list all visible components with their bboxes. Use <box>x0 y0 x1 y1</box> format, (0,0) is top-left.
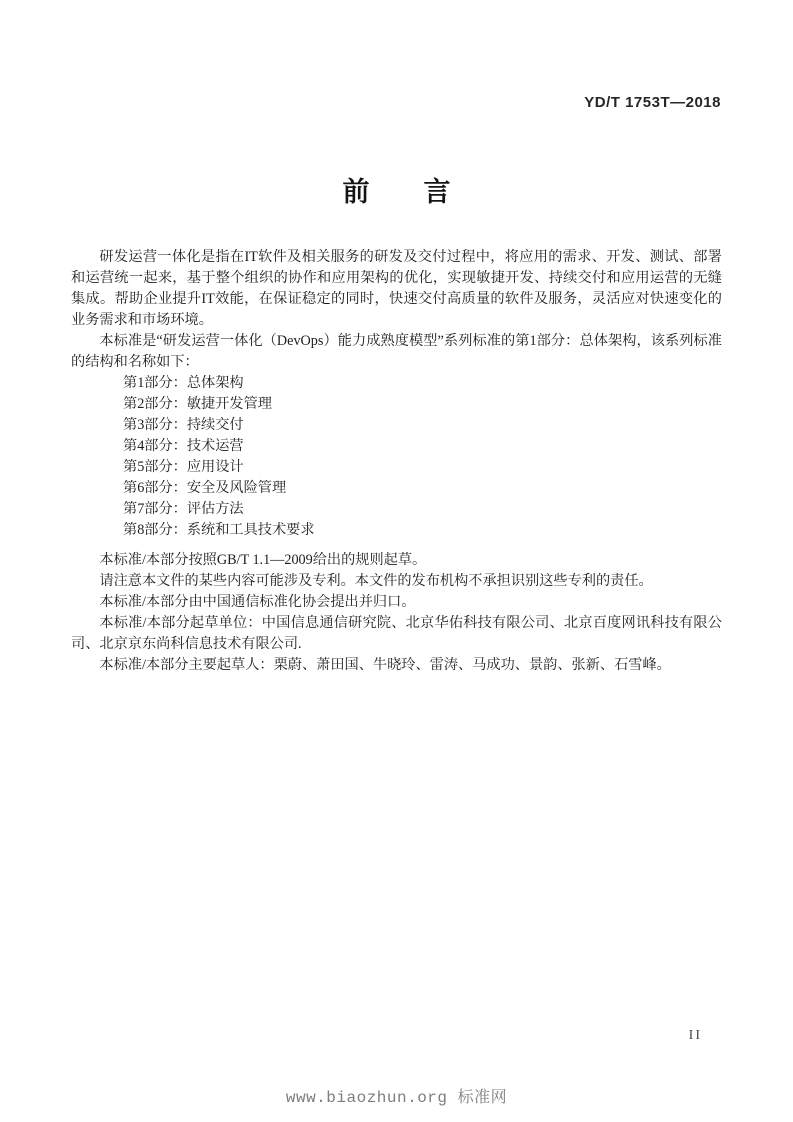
series-parts-list <box>71 373 722 541</box>
series-part-8: 第8部分：系统和工具技术要求 <box>123 522 315 538</box>
series-part-7: 第7部分：评估方法 <box>123 501 244 517</box>
series-part-4: 第4部分：技术运营 <box>123 438 244 454</box>
paragraph-intro-1: 研发运营一体化是指在IT软件及相关服务的研发及交付过程中，将应用的需求、开发、测试、部署和运营统一起来，基于整个组织的协作和应用架构的优化，实现敏捷开发、持续交付和应用运营的无缝集成。帮助企业提升IT效能，在保证稳定的同时，快速交付高质量的软件及服务，灵活应对快速变化的业务需求和市场环境。 <box>71 249 722 328</box>
paragraph-drafters: 本标准/本部分主要起草人：栗蔚、萧田国、牛晓玲、雷涛、马成功、景韵、张新、石雪峰。 <box>99 657 671 673</box>
series-part-2: 第2部分：敏捷开发管理 <box>123 396 272 412</box>
paragraph-drafting-units: 本标准/本部分起草单位：中国信息通信研究院、北京华佑科技有限公司、北京百度网讯科技有限公司、北京京东尚科信息技术有限公司. <box>71 615 722 652</box>
series-part-1: 第1部分：总体架构 <box>123 375 244 391</box>
series-part-6: 第6部分：安全及风险管理 <box>123 480 287 496</box>
foreword-body <box>71 247 722 676</box>
paragraph-patent-notice: 请注意本文件的某些内容可能涉及专利。本文件的发布机构不承担识别这些专利的责任。 <box>99 573 653 589</box>
watermark-text: www.biaozhun.org 标准网 <box>285 1089 508 1107</box>
paragraph-drafting-rule: 本标准/本部分按照GB/T 1.1—2009给出的规则起草。 <box>99 552 427 568</box>
standard-code: YD/T 1753T—2018 <box>584 94 721 111</box>
series-part-3: 第3部分：持续交付 <box>123 417 244 433</box>
page-number: II <box>688 1028 702 1043</box>
paragraph-intro-2: 本标准是“研发运营一体化（DevOps）能力成熟度模型”系列标准的第1部分：总体架构，该系列标准的结构和名称如下： <box>71 333 722 370</box>
series-part-5: 第5部分：应用设计 <box>123 459 244 475</box>
paragraph-proposed-by: 本标准/本部分由中国通信标准化协会提出并归口。 <box>99 594 416 610</box>
foreword-title: 前 言 <box>342 177 451 207</box>
